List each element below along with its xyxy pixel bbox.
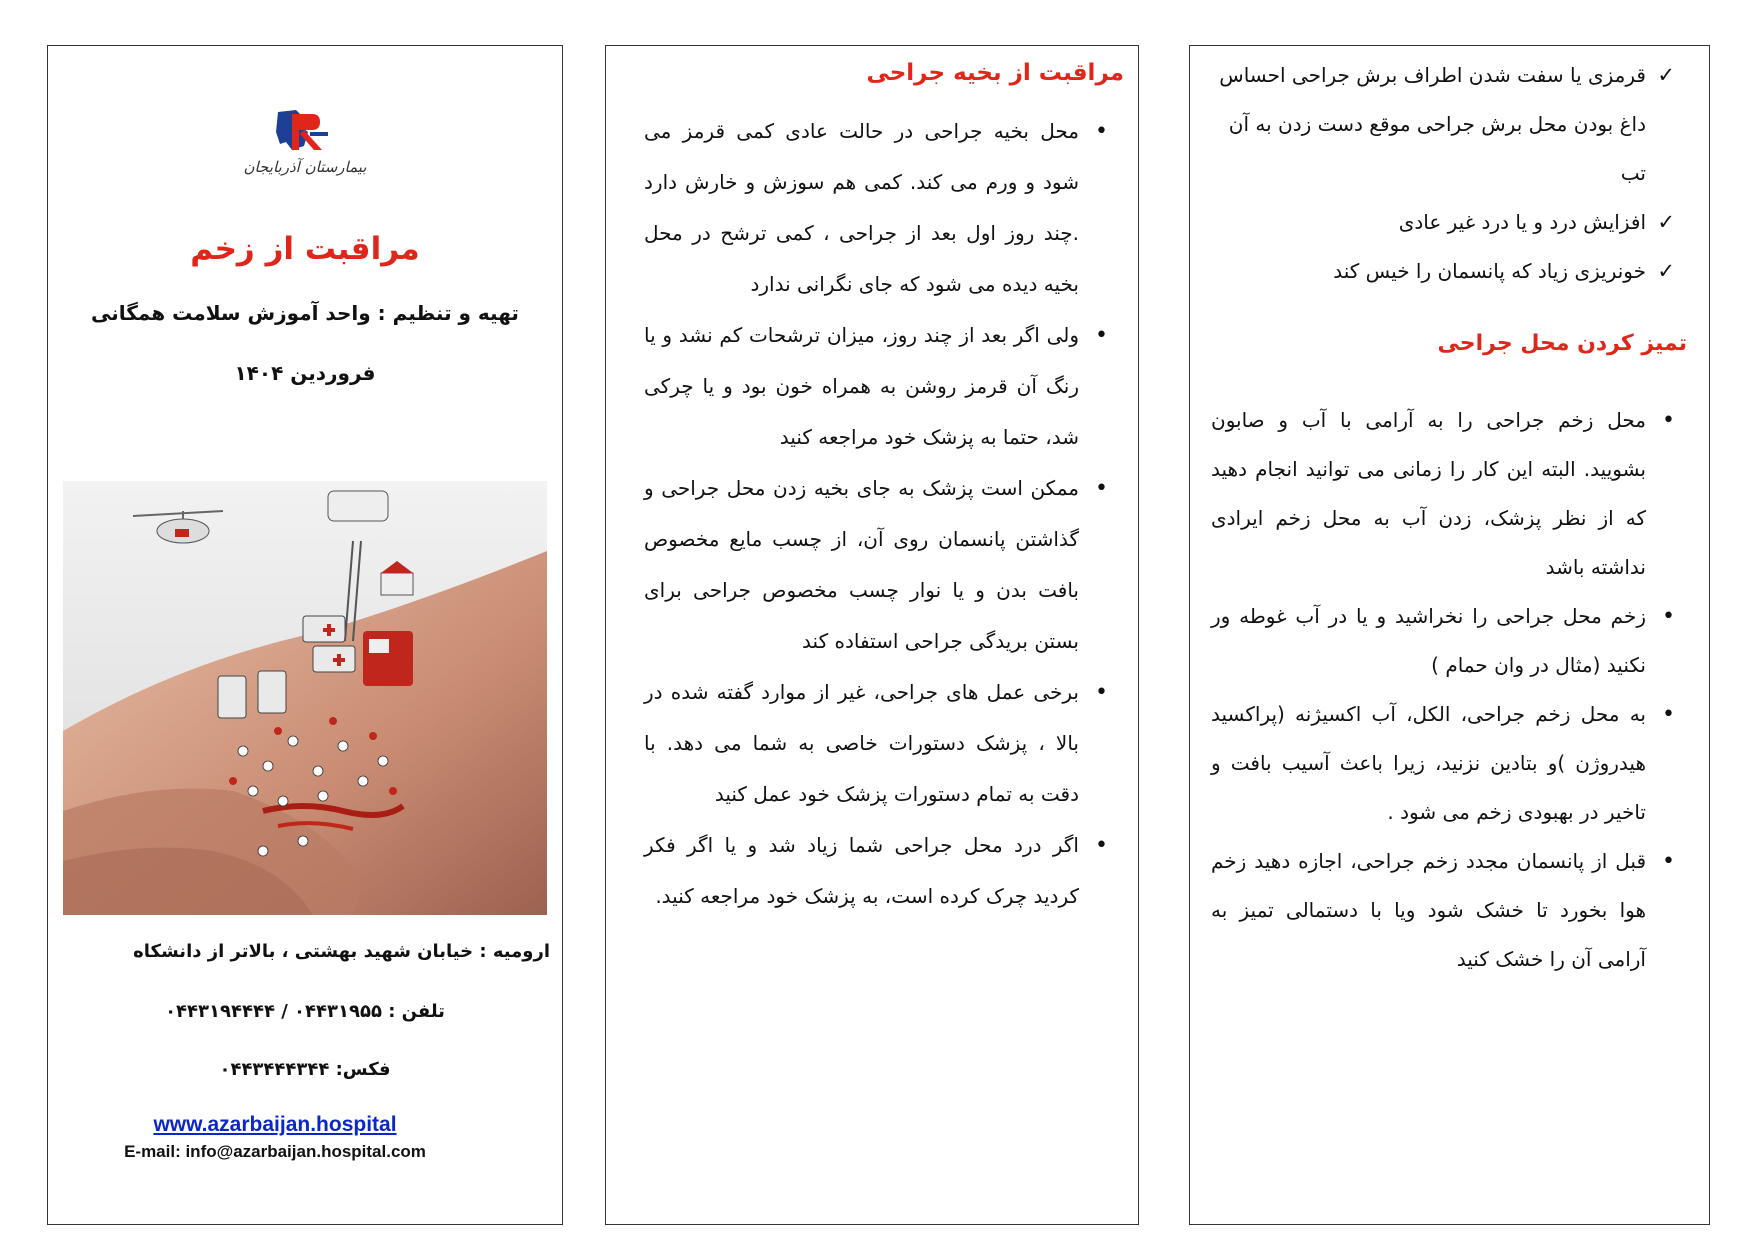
list-item: • زخم محل جراحی را نخراشید و یا در آب غوطه ور نکنید (مثال در وان حمام ) (1211, 592, 1681, 690)
list-item: • به محل زخم جراحی، الکل، آب اکسیژنه (پراکسید هیدروژن )و بتادین نزنید، زیرا باعث آسیب بافت و تاخیر در بهبودی زخم می شود . (1211, 690, 1681, 837)
hospital-logo-icon (274, 106, 336, 156)
hospital-logo (48, 106, 562, 176)
checklist-item: ✓ خونریزی زیاد که پانسمان را خیس کند (1211, 247, 1681, 296)
list-item: • ممکن است پزشک به جای بخیه زدن محل جراحی و گذاشتن پانسمان روی آن، از چسب مایع مخصوص بافت بدن و یا نوار چسب مخصوص جراحی برای بستن بریدگی جراحی استفاده کند (644, 463, 1114, 667)
checklist-item: ✓ افزایش درد و یا درد غیر عادی (1211, 198, 1681, 247)
list-item: • محل زخم جراحی را به آرامی با آب و صابون بشویید. البته این کار را زمانی می توانید انجام دهید که از نظر پزشک، زدن آب به محل زخم ایرادی نداشته باشد (1211, 396, 1681, 592)
wound-cleaning-panel (1189, 45, 1710, 1225)
website-link[interactable]: www.azarbaijan.hospital (153, 1113, 397, 1136)
suture-care-list (644, 106, 1114, 922)
suture-care-title: مراقبت از بخیه جراحی (866, 60, 1124, 86)
warning-signs-list (1211, 51, 1681, 296)
list-item: • برخی عمل های جراحی، غیر از موارد گفته شده در بالا ، پزشک دستورات خاصی به شما می دهد. با دقت به تمام دستورات پزشک خود عمل کنید (644, 667, 1114, 820)
wound-cleaning-list (1211, 396, 1681, 984)
suture-care-panel (605, 45, 1139, 1225)
contact-fax: فکس: ۰۴۴۳۴۴۴۳۴۴ (219, 1059, 391, 1080)
publication-date: فروردین ۱۴۰۴ (234, 361, 376, 385)
contact-address: ارومیه : خیابان شهید بهشتی ، بالاتر از دانشکاه (133, 941, 550, 962)
list-item: • محل بخیه جراحی در حالت عادی کمی قرمز می شود و ورم می کند. کمی هم سوزش و خارش دارد .چند روز اول بعد از جراحی ، کمی ترشح در محل بخیه دیده می شود که جای نگرانی ندارد (644, 106, 1114, 310)
list-item: • قبل از پانسمان مجدد زخم جراحی، اجازه دهید زخم هوا بخورد تا خشک شود ویا با دستمالی تمیز به آرامی آن را خشک کنید (1211, 837, 1681, 984)
list-item: • ولی اگر بعد از چند روز، میزان ترشحات کم نشد و یا رنگ آن قرمز روشن به همراه خون بود و یا چرکی شد، حتما به پزشک خود مراجعه کنید (644, 310, 1114, 463)
contact-email[interactable]: E-mail: info@azarbaijan.hospital.com (124, 1142, 426, 1161)
checklist-item: ✓ قرمزی یا سفت شدن اطراف برش جراحی احساس داغ بودن محل برش جراحی موقع دست زدن به آن تب (1211, 51, 1681, 198)
contact-phone: تلفن : ۰۴۴۳۱۹۵۵ / ۰۴۴۳۱۹۴۴۴۴ (165, 1001, 445, 1022)
cover-title: مراقبت از زخم (190, 231, 420, 267)
logo-caption: بیمارستان آذربایجان (243, 158, 367, 176)
hand-wound-illustration (63, 481, 547, 915)
list-item: • اگر درد محل جراحی شما زیاد شد و یا اگر فکر کردید چرک کرده است، به پزشک خود مراجعه کنید. (644, 820, 1114, 922)
cover-panel (47, 45, 563, 1225)
prepared-by: تهیه و تنظیم : واحد آموزش سلامت همگانی (91, 301, 519, 325)
wound-cleaning-title: تمیز کردن محل جراحی (1437, 331, 1687, 356)
